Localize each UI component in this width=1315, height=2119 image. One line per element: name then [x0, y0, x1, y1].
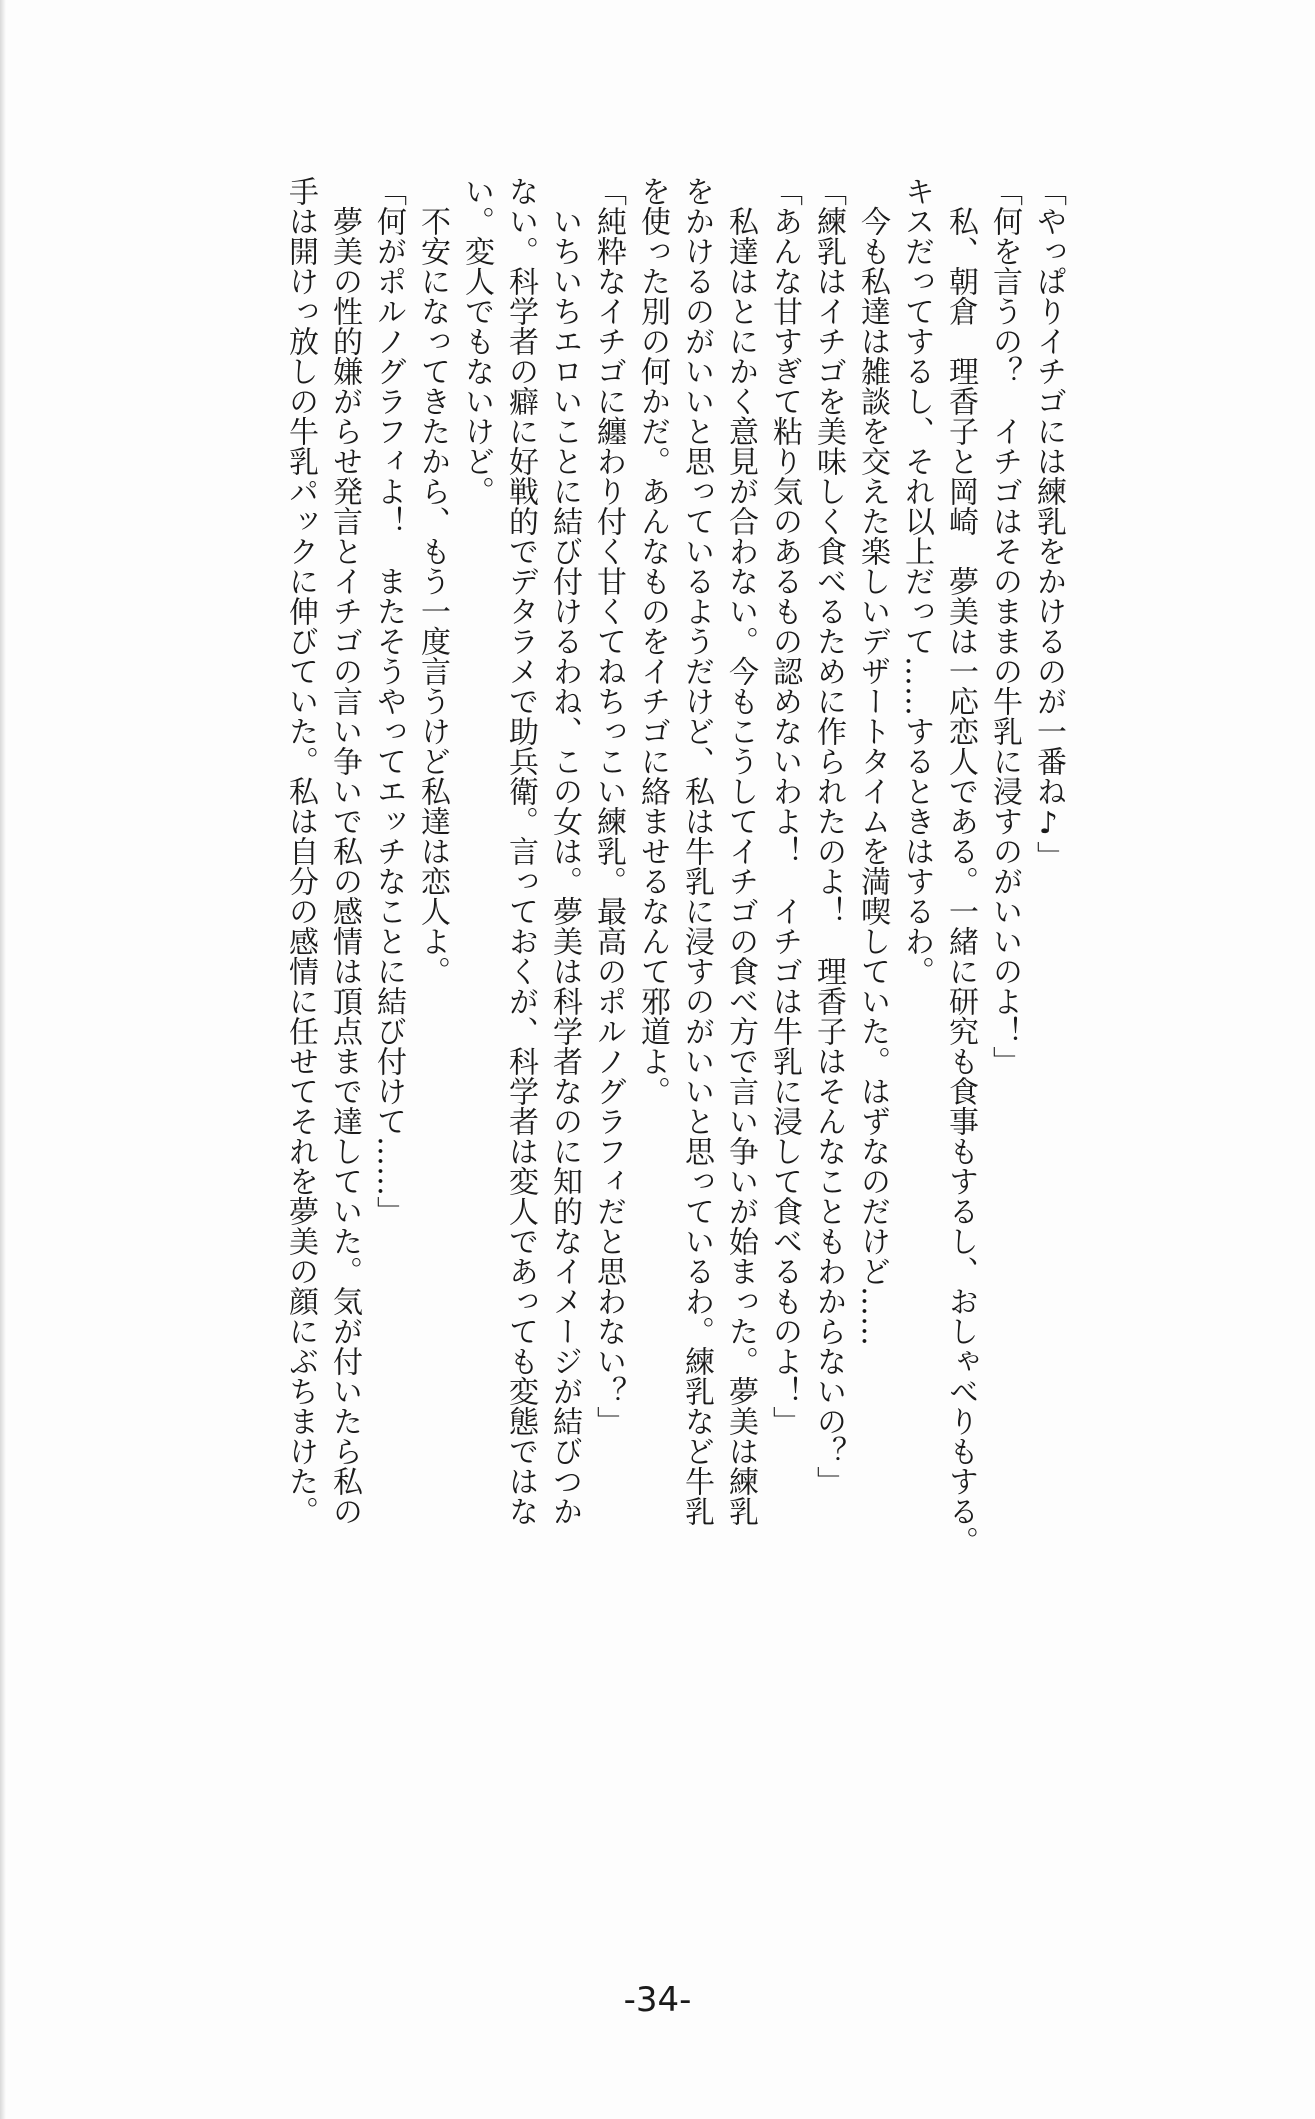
- text-line: を使った別の何かだ。あんなものをイチゴに絡ませるなんて邪道よ。: [635, 176, 670, 1106]
- text-line: キスだってするし、それ以上だって……するときはするわ。: [899, 176, 934, 986]
- text-line: 手は開けっ放しの牛乳パックに伸びていた。私は自分の感情に任せてそれを夢美の顔にぶちまけた。: [283, 176, 318, 1526]
- vertical-text-body: [230, 176, 1070, 1931]
- text-line: いちいちエロいことに結び付けるわね、この女は。夢美は科学者なのに知的なイメージが結びつか: [547, 176, 582, 1526]
- text-line: をかけるのがいいと思っているようだけど、私は牛乳に浸すのがいいと思っているわ。練乳など牛乳: [679, 176, 714, 1526]
- text-line: 「何がポルノグラフィよ！ またそうやってエッチなことに結び付けて……」: [371, 176, 406, 1226]
- text-line: 今も私達は雑談を交えた楽しいデザートタイムを満喫していた。はずなのだけど……: [855, 176, 890, 1346]
- page-number: -34-: [623, 1980, 692, 2020]
- text-line: 私達はとにかく意見が合わない。今もこうしてイチゴの食べ方で言い争いが始まった。夢美は練乳: [723, 176, 758, 1526]
- text-line: 「やっぱりイチゴには練乳をかけるのが一番ね♪」: [1031, 176, 1066, 871]
- page-edge-shadow: [0, 0, 6, 2119]
- text-line: 夢美の性的嫌がらせ発言とイチゴの言い争いで私の感情は頂点まで達していた。気が付いたら私の: [327, 176, 362, 1526]
- text-line: 不安になってきたから、もう一度言うけど私達は恋人よ。: [415, 176, 450, 986]
- text-line: 私、朝倉 理香子と岡崎 夢美は一応恋人である。一緒に研究も食事もするし、おしゃべりもする。: [943, 176, 978, 1556]
- text-line: い。変人でもないけど。: [459, 176, 494, 506]
- text-line: 「練乳はイチゴを美味しく食べるために作られたのよ！ 理香子はそんなこともわからないの？」: [811, 176, 846, 1496]
- text-line: ない。科学者の癖に好戦的でデタラメで助兵衛。言っておくが、科学者は変人であっても変態ではな: [503, 176, 538, 1526]
- text-line: 「あんな甘すぎて粘り気のあるもの認めないわよ！ イチゴは牛乳に浸して食べるものよ！」: [767, 176, 802, 1436]
- text-line: 「純粋なイチゴに纏わり付く甘くてねちっこい練乳。最高のポルノグラフィだと思わない？」: [591, 176, 626, 1436]
- text-line: 「何を言うの？ イチゴはそのままの牛乳に浸すのがいいのよ！」: [987, 176, 1022, 1076]
